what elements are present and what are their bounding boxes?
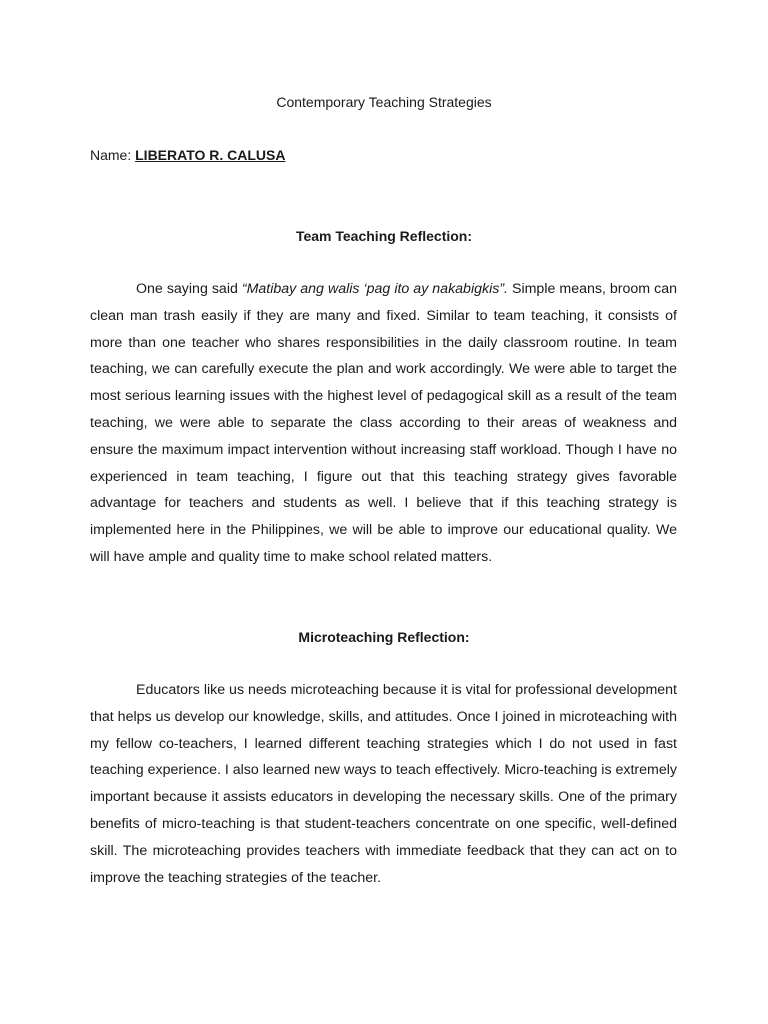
paragraph-intro-text: One saying said <box>136 281 242 297</box>
team-teaching-heading: Team Teaching Reflection: <box>295 228 473 244</box>
paragraph-body-text: Simple means, broom can clean man trash easily if they are many and fixed. Similar to team teaching, it consists of more than one teacher who shares responsibilities in the daily classroom routine. In team teaching, we can carefully execute the plan and work accordingly. We were able to target the most serious learning issues with the highest level of pedagogical skill as a result of the team teaching, we were able to separate the class according to their areas of weakness and ensure the maximum impact intervention without increasing staff workload. Though I have no experienced in team teaching, I figure out that this teaching strategy gives favorable advantage for teachers and students as well. I believe that if this teaching strategy is implemented here in the Philippines, we will be able to improve our educational quality. We will have ample and quality time to make school related matters. <box>90 281 677 565</box>
name-label: Name: <box>90 147 136 163</box>
microteaching-paragraph: Educators like us needs microteaching because it is vital for professional development that helps us develop our knowledge, skills, and attitudes. Once I joined in microteaching with my fellow co-teachers, I learned different teaching strategies which I do not used in fast teaching experience. I also learned new ways to teach effectively. Micro-teaching is extremely important because it assists educators in developing the necessary skills. One of the primary benefits of micro-teaching is that student-teachers concentrate on one specific, well-defined skill. The microteaching provides teachers with immediate feedback that they can act on to improve the teaching strategies of the teacher. <box>90 682 677 886</box>
microteaching-heading: Microteaching Reflection: <box>298 629 470 645</box>
author-name-line <box>90 145 286 165</box>
team-teaching-paragraph <box>90 276 677 571</box>
document-title: Contemporary Teaching Strategies <box>276 94 492 110</box>
tagalog-quote: “Matibay ang walis ‘pag ito ay nakabigkis”. <box>241 281 508 297</box>
author-name: LIBERATO R. CALUSA <box>135 147 286 163</box>
